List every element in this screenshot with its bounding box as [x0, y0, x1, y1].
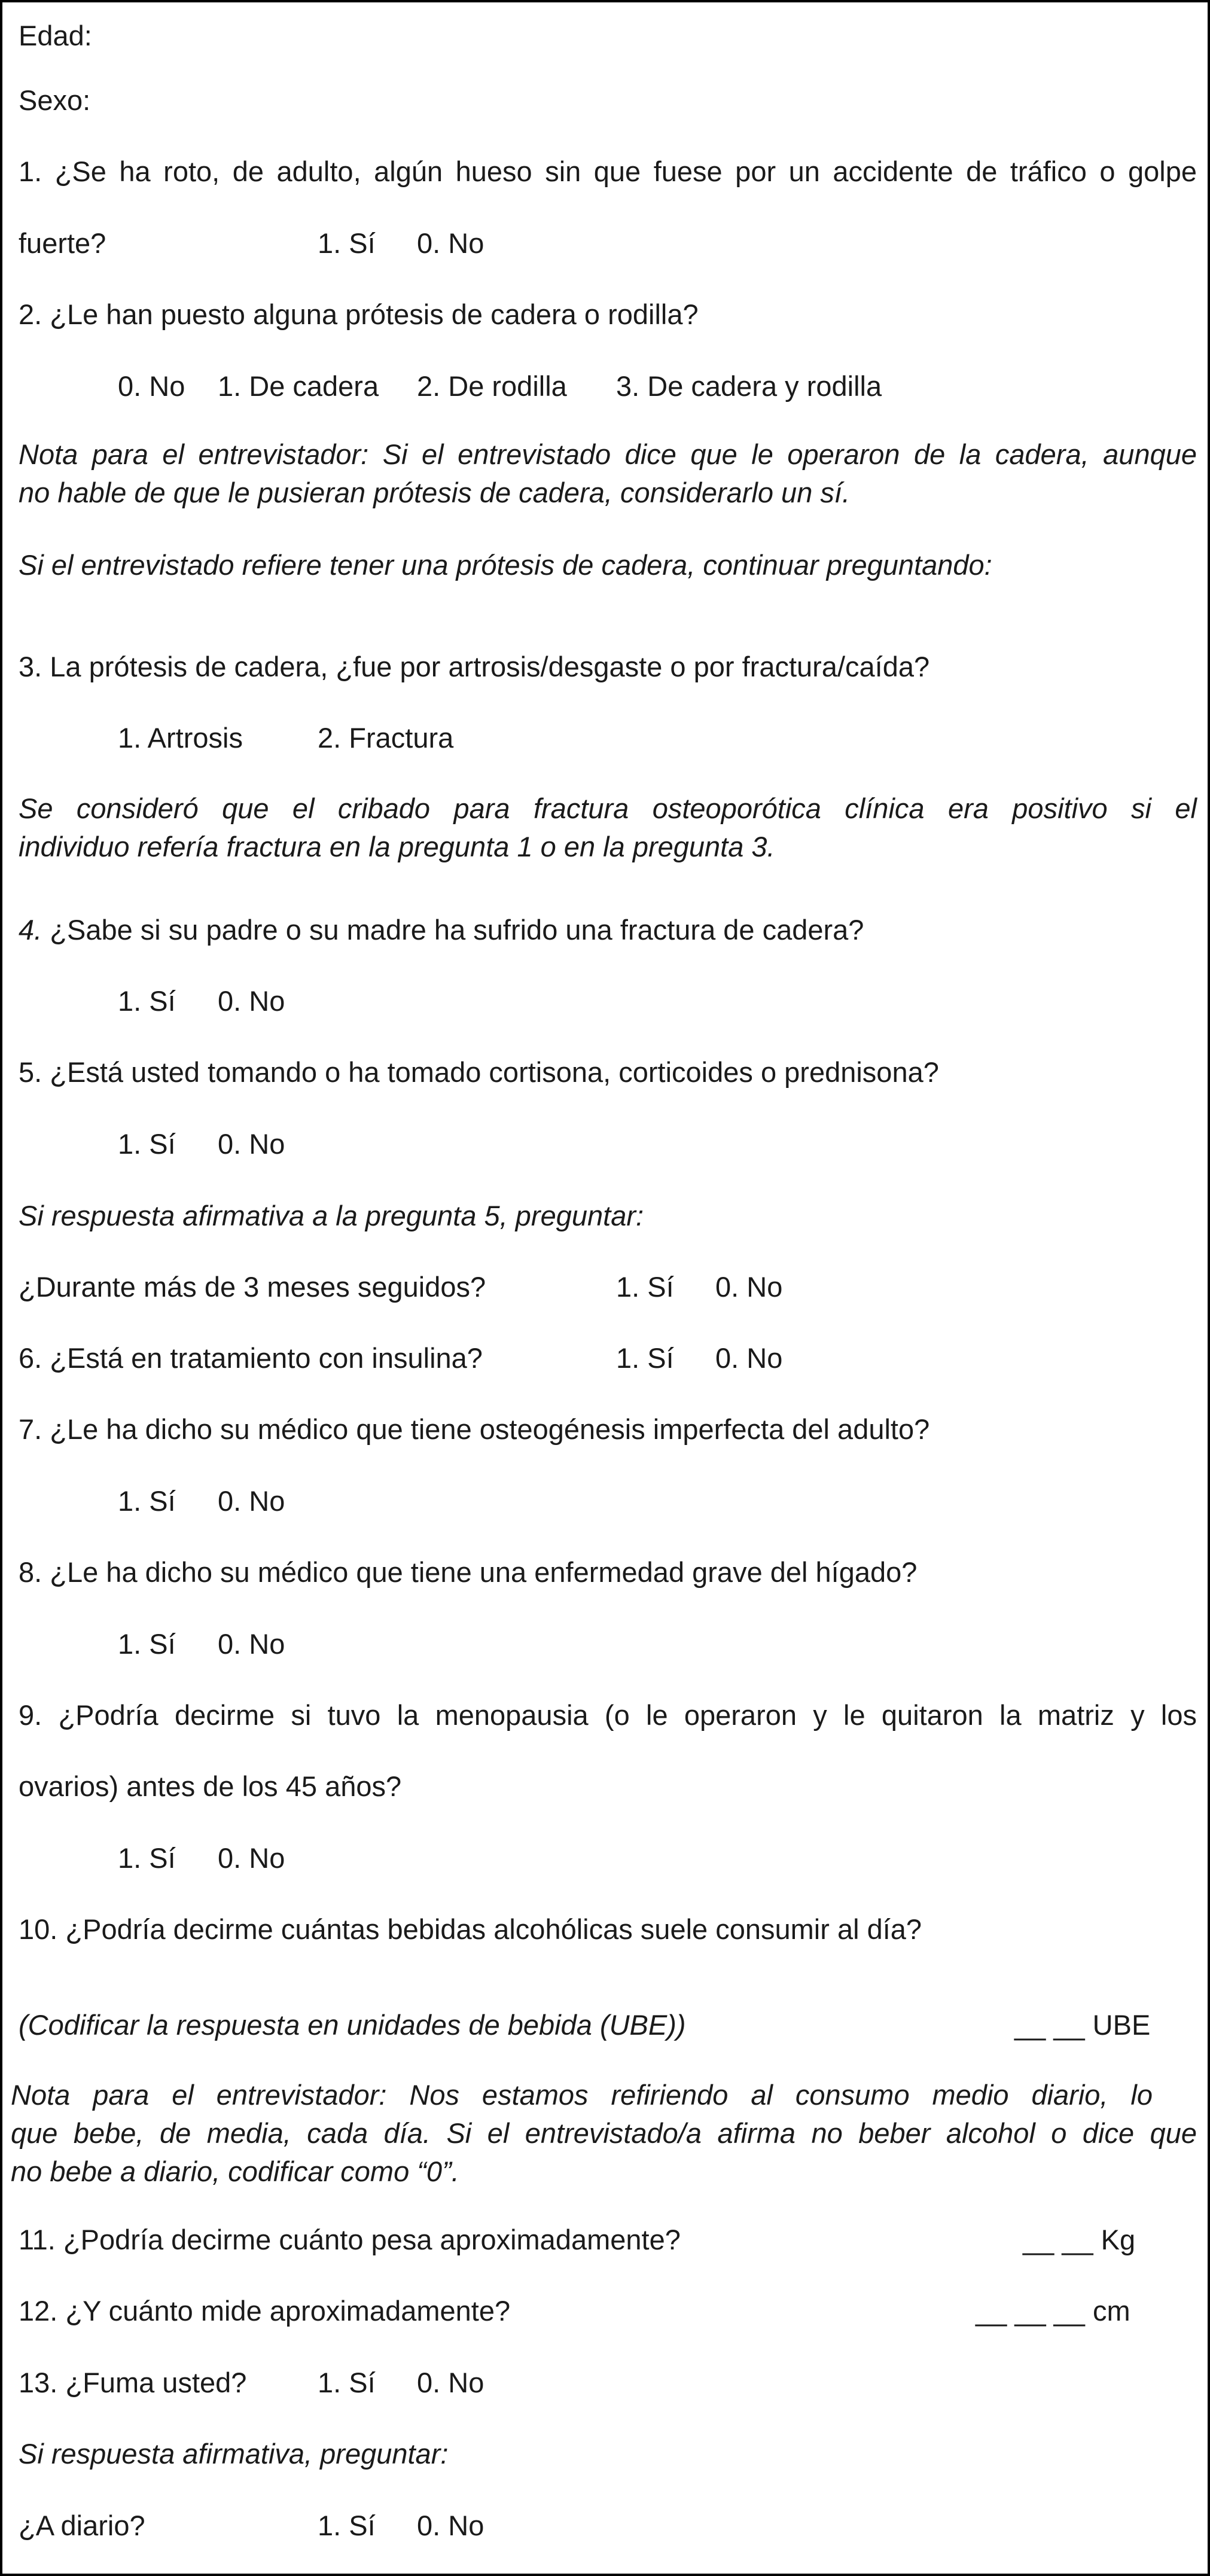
screening-note-line1: Se consideró que el cribado para fractura osteoporótica clínica era positivo si el [19, 792, 1197, 824]
question-3-option-1: 1. Artrosis [118, 722, 243, 754]
age-label: Edad: [19, 20, 92, 51]
question-11-weight-blank: __ __ Kg [1023, 2224, 1136, 2255]
instruction-q13: Si respuesta afirmativa, preguntar: [19, 2438, 449, 2470]
question-6-option-no: 0. No [715, 1342, 783, 1374]
question-2-option-0: 0. No [118, 370, 185, 402]
question-7-option-yes: 1. Sí [118, 1485, 176, 1517]
interviewer-note-1-line2: no hable de que le pusieran prótesis de cadera, considerarlo un sí. [19, 477, 851, 508]
question-12-text: 12. ¿Y cuánto mide aproximadamente? [19, 2295, 511, 2327]
question-1-option-no: 0. No [417, 227, 484, 259]
question-10-code-instruction: (Codificar la respuesta en unidades de bebida (UBE)) [19, 2009, 686, 2041]
question-4-option-no: 0. No [218, 985, 285, 1017]
question-5b-option-yes: 1. Sí [616, 1271, 674, 1303]
instruction-q5: Si respuesta afirmativa a la pregunta 5, preguntar: [19, 1200, 644, 1231]
question-10-text: 10. ¿Podría decirme cuántas bebidas alcohólicas suele consumir al día? [19, 1913, 922, 1945]
question-6-text: 6. ¿Está en tratamiento con insulina? [19, 1342, 483, 1374]
question-1-line2: fuerte? [19, 227, 106, 259]
question-4-option-yes: 1. Sí [118, 985, 176, 1017]
question-8-text: 8. ¿Le ha dicho su médico que tiene una enfermedad grave del hígado? [19, 1556, 918, 1588]
question-5b-option-no: 0. No [715, 1271, 783, 1303]
question-4-body: ¿Sabe si su padre o su madre ha sufrido una fractura de cadera? [42, 914, 864, 946]
question-9-option-yes: 1. Sí [118, 1842, 176, 1874]
instruction-q3: Si el entrevistado refiere tener una prótesis de cadera, continuar preguntando: [19, 549, 992, 581]
question-5-option-yes: 1. Sí [118, 1128, 176, 1160]
question-8-option-no: 0. No [218, 1628, 285, 1660]
question-5b-text: ¿Durante más de 3 meses seguidos? [19, 1271, 486, 1303]
question-13b-option-yes: 1. Sí [318, 2510, 376, 2541]
question-9-option-no: 0. No [218, 1842, 285, 1874]
screening-note-line2: individuo refería fractura en la pregunta 1 o en la pregunta 3. [19, 831, 775, 862]
question-11-text: 11. ¿Podría decirme cuánto pesa aproximadamente? [19, 2224, 681, 2255]
question-13-option-yes: 1. Sí [318, 2367, 376, 2398]
question-9-line1: 9. ¿Podría decirme si tuvo la menopausia (o le operaron y le quitaron la matriz y los [19, 1699, 1197, 1731]
interviewer-note-2-line2: que bebe, de media, cada día. Si el entrevistado/a afirma no beber alcohol o dice que [11, 2117, 1197, 2149]
question-7-option-no: 0. No [218, 1485, 285, 1517]
question-3-text: 3. La prótesis de cadera, ¿fue por artrosis/desgaste o por fractura/caída? [19, 651, 930, 682]
question-13-text: 13. ¿Fuma usted? [19, 2367, 247, 2398]
interviewer-note-2-line3: no bebe a diario, codificar como “0”. [11, 2156, 459, 2187]
sex-label: Sexo: [19, 84, 91, 116]
question-1-option-yes: 1. Sí [318, 227, 376, 259]
question-2-option-3: 3. De cadera y rodilla [616, 370, 882, 402]
question-5-text: 5. ¿Está usted tomando o ha tomado cortisona, corticoides o prednisona? [19, 1056, 939, 1088]
question-1-line1: 1. ¿Se ha roto, de adulto, algún hueso sin que fuese por un accidente de tráfico o golpe [19, 156, 1197, 187]
interviewer-note-1-line1: Nota para el entrevistador: Si el entrevistado dice que le operaron de la cadera, aunque [19, 438, 1197, 470]
question-13b-option-no: 0. No [417, 2510, 484, 2541]
question-7-text: 7. ¿Le ha dicho su médico que tiene osteogénesis imperfecta del adulto? [19, 1413, 930, 1445]
question-13b-text: ¿A diario? [19, 2510, 145, 2541]
question-5-option-no: 0. No [218, 1128, 285, 1160]
interviewer-note-2-line1: Nota para el entrevistador: Nos estamos refiriendo al consumo medio diario, lo [11, 2079, 1153, 2111]
question-12-height-blank: __ __ __ cm [976, 2295, 1130, 2327]
question-10-ube-blank: __ __ UBE [1014, 2009, 1151, 2041]
question-2-option-1: 1. De cadera [218, 370, 379, 402]
question-4-number: 4. [19, 914, 42, 946]
question-4-text [19, 913, 864, 947]
question-2-option-2: 2. De rodilla [417, 370, 567, 402]
question-9-line2: ovarios) antes de los 45 años? [19, 1770, 402, 1802]
question-6-option-yes: 1. Sí [616, 1342, 674, 1374]
question-3-option-2: 2. Fractura [318, 722, 454, 754]
question-8-option-yes: 1. Sí [118, 1628, 176, 1660]
question-13-option-no: 0. No [417, 2367, 484, 2398]
question-2-text: 2. ¿Le han puesto alguna prótesis de cadera o rodilla? [19, 298, 699, 330]
